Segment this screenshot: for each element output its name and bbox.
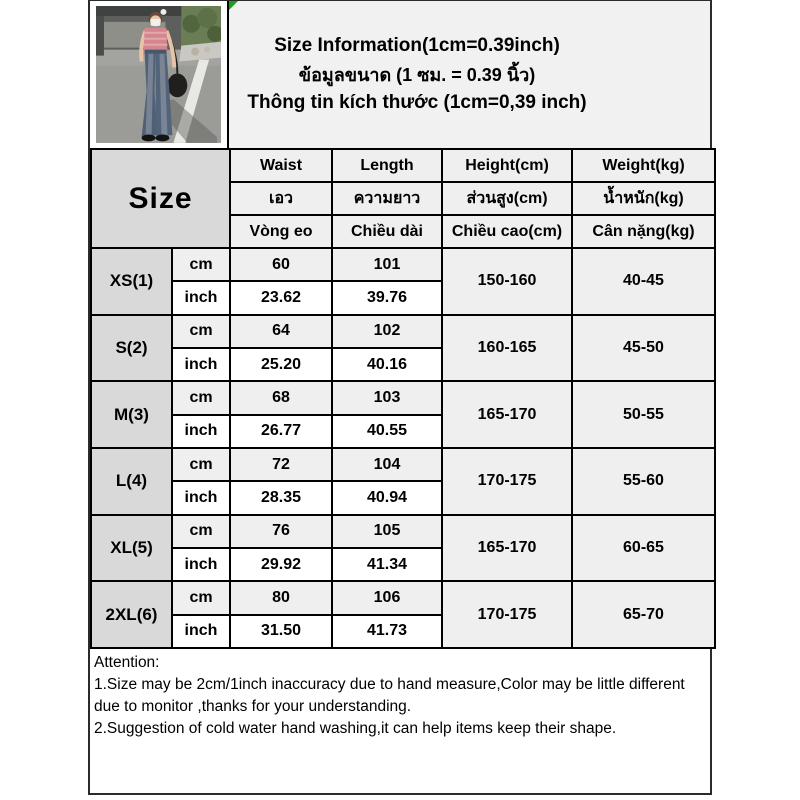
height-range-value: 170-175 [442, 581, 572, 648]
weight-range-value: 40-45 [572, 248, 715, 315]
unit-inch-label: inch [172, 348, 230, 381]
waist-cm-value: 72 [230, 448, 332, 481]
length-cm-value: 102 [332, 315, 442, 348]
length-inch-value: 40.16 [332, 348, 442, 381]
col-header-height-en: Height(cm) [442, 149, 572, 182]
size-label: L(4) [91, 448, 172, 515]
height-range-value: 165-170 [442, 381, 572, 448]
table-row-cm [91, 315, 715, 348]
unit-inch-label: inch [172, 281, 230, 314]
attention-note-2: 2.Suggestion of cold water hand washing,it can help items keep their shape. [94, 720, 617, 737]
title-thai: ข้อมูลขนาด (1 ซม. = 0.39 นิ้ว) [298, 64, 536, 85]
height-range-value: 170-175 [442, 448, 572, 515]
unit-cm-label: cm [172, 581, 230, 614]
height-range-value: 165-170 [442, 515, 572, 582]
table-row-cm [91, 515, 715, 548]
table-row-cm [91, 581, 715, 614]
length-cm-value: 104 [332, 448, 442, 481]
waist-cm-value: 76 [230, 515, 332, 548]
weight-range-value: 45-50 [572, 315, 715, 382]
size-table-header [91, 149, 715, 248]
col-header-length-vi: Chiều dài [332, 215, 442, 248]
waist-inch-value: 28.35 [230, 481, 332, 514]
length-inch-value: 41.73 [332, 615, 442, 648]
col-header-height-th: ส่วนสูง(cm) [442, 182, 572, 215]
unit-inch-label: inch [172, 481, 230, 514]
length-inch-value: 39.76 [332, 281, 442, 314]
waist-inch-value: 25.20 [230, 348, 332, 381]
unit-cm-label: cm [172, 248, 230, 281]
title-cell [229, 1, 710, 148]
waist-inch-value: 26.77 [230, 415, 332, 448]
size-label: XS(1) [91, 248, 172, 315]
title-vietnamese: Thông tin kích thước (1cm=0,39 inch) [247, 91, 587, 113]
length-cm-value: 106 [332, 581, 442, 614]
attention-section [90, 649, 710, 790]
size-label: M(3) [91, 381, 172, 448]
col-header-waist-en: Waist [230, 149, 332, 182]
product-photo-cell [90, 1, 229, 148]
waist-inch-value: 31.50 [230, 615, 332, 648]
col-header-waist-vi: Vòng eo [230, 215, 332, 248]
unit-cm-label: cm [172, 315, 230, 348]
col-header-weight-en: Weight(kg) [572, 149, 715, 182]
col-header-length-th: ความยาว [332, 182, 442, 215]
waist-inch-value: 29.92 [230, 548, 332, 581]
unit-inch-label: inch [172, 548, 230, 581]
green-corner-marker-icon [229, 1, 238, 10]
waist-cm-value: 68 [230, 381, 332, 414]
header-section [90, 1, 710, 148]
product-photo-image [96, 6, 221, 143]
length-cm-value: 105 [332, 515, 442, 548]
col-header-weight-vi: Cân nặng(kg) [572, 215, 715, 248]
waist-inch-value: 23.62 [230, 281, 332, 314]
weight-range-value: 60-65 [572, 515, 715, 582]
title-english: Size Information(1cm=0.39inch) [274, 34, 560, 56]
size-label: XL(5) [91, 515, 172, 582]
waist-cm-value: 60 [230, 248, 332, 281]
length-inch-value: 40.55 [332, 415, 442, 448]
height-range-value: 160-165 [442, 315, 572, 382]
waist-cm-value: 80 [230, 581, 332, 614]
product-photo-illustration [96, 6, 221, 143]
size-label: S(2) [91, 315, 172, 382]
size-table [90, 148, 716, 649]
col-header-height-vi: Chiều cao(cm) [442, 215, 572, 248]
table-row-cm [91, 381, 715, 414]
length-cm-value: 101 [332, 248, 442, 281]
unit-cm-label: cm [172, 515, 230, 548]
length-cm-value: 103 [332, 381, 442, 414]
size-chart-sheet [88, 0, 712, 795]
attention-heading: Attention: [94, 654, 160, 671]
size-table-body [91, 248, 715, 648]
table-row-cm [91, 448, 715, 481]
unit-inch-label: inch [172, 415, 230, 448]
length-inch-value: 41.34 [332, 548, 442, 581]
unit-cm-label: cm [172, 448, 230, 481]
size-corner-label: Size [91, 149, 230, 248]
unit-inch-label: inch [172, 615, 230, 648]
weight-range-value: 65-70 [572, 581, 715, 648]
col-header-weight-th: น้ำหนัก(kg) [572, 182, 715, 215]
weight-range-value: 55-60 [572, 448, 715, 515]
col-header-waist-th: เอว [230, 182, 332, 215]
size-label: 2XL(6) [91, 581, 172, 648]
table-row-cm [91, 248, 715, 281]
weight-range-value: 50-55 [572, 381, 715, 448]
attention-note-1: 1.Size may be 2cm/1inch inaccuracy due to hand measure,Color may be little different due to monitor ,thanks for your understanding. [94, 676, 685, 715]
col-header-length-en: Length [332, 149, 442, 182]
size-table-section [90, 148, 710, 649]
height-range-value: 150-160 [442, 248, 572, 315]
length-inch-value: 40.94 [332, 481, 442, 514]
unit-cm-label: cm [172, 381, 230, 414]
waist-cm-value: 64 [230, 315, 332, 348]
